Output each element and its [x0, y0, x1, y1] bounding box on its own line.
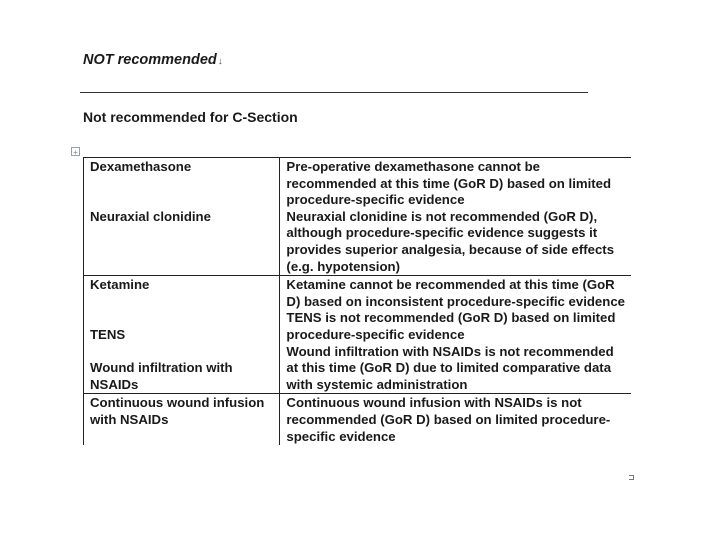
- corner-marker: [629, 475, 634, 480]
- drug-cell: [84, 276, 280, 394]
- drug-name: TENS: [90, 326, 126, 342]
- recommendation-table: [83, 157, 631, 445]
- drug-name: Wound infiltration with NSAIDs: [90, 360, 233, 392]
- drug-cell: [84, 394, 280, 445]
- recommendation-text: Wound infiltration with NSAIDs is not recommended at this time (GoR D) due to limited comparative data with systemic administration: [286, 343, 614, 392]
- table-row: [84, 158, 632, 276]
- recommendation-text: Ketamine cannot be recommended at this time (GoR D) based on inconsistent procedure-specific evidence: [286, 277, 625, 309]
- heading-mark: ↓: [217, 56, 223, 67]
- recommendation-text: TENS is not recommended (GoR D) based on limited procedure-specific evidence: [286, 310, 616, 342]
- drug-name: Neuraxial clonidine: [90, 208, 211, 224]
- recommendation-cell: [280, 158, 631, 276]
- drug-name: Ketamine: [90, 277, 150, 293]
- not-recommended-heading: [83, 52, 223, 68]
- table-move-handle-icon[interactable]: +: [71, 147, 80, 156]
- recommendation-text: Continuous wound infusion with NSAIDs is not recommended (GoR D) based on limited procedure-specific evidence: [286, 395, 611, 444]
- recommendation-text: Neuraxial clonidine is not recommended (GoR D), although procedure-specific evidence suggests it provides superior analgesia, because of side effects (e.g. hypotension): [286, 208, 615, 274]
- drug-cell: [84, 158, 280, 276]
- recommendation-cell: [280, 276, 631, 394]
- table-row: [84, 394, 632, 445]
- not-recommended-text: NOT recommended: [83, 52, 217, 68]
- table-row: [84, 276, 632, 394]
- horizontal-rule: [80, 92, 588, 93]
- section-title: Not recommended for C-Section: [83, 109, 298, 125]
- drug-name: Continuous wound infusion with NSAIDs: [90, 395, 265, 427]
- recommendation-text: Pre-operative dexamethasone cannot be recommended at this time (GoR D) based on limited procedure-specific evidence: [286, 159, 612, 208]
- recommendation-cell: [280, 394, 631, 445]
- drug-name: Dexamethasone: [90, 159, 192, 174]
